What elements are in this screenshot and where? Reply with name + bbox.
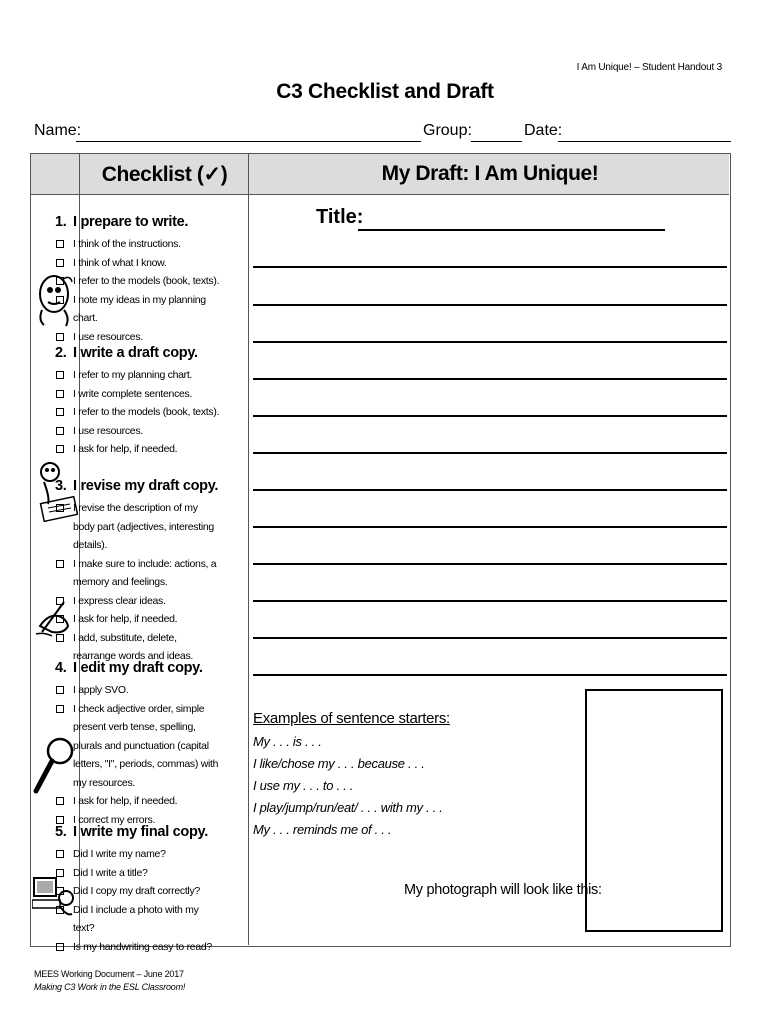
draft-writing-line[interactable] — [253, 266, 727, 268]
checkbox[interactable] — [56, 869, 64, 877]
footer-line-1: MEES Working Document – June 2017 — [34, 969, 184, 979]
checkbox[interactable] — [56, 445, 64, 453]
checkbox[interactable] — [56, 906, 64, 914]
checklist-item[interactable]: I refer to the models (book, texts). — [55, 403, 220, 422]
date-field[interactable] — [558, 141, 731, 142]
checklist-item[interactable]: I think of what I know. — [55, 254, 220, 273]
step-number: 2. — [55, 345, 67, 361]
checkbox[interactable] — [56, 296, 64, 304]
checklist-item[interactable]: Did I copy my draft correctly? — [55, 882, 220, 901]
step-title: I edit my draft copy. — [73, 660, 203, 676]
checkbox[interactable] — [56, 504, 64, 512]
checklist-step-1 — [55, 214, 220, 346]
checklist-item[interactable]: Did I write my name? — [55, 845, 220, 864]
sentence-starter: My . . . is . . . — [253, 734, 322, 749]
checkbox[interactable] — [56, 390, 64, 398]
checkbox[interactable] — [56, 887, 64, 895]
draft-title-field[interactable] — [358, 229, 665, 231]
step-number: 5. — [55, 824, 67, 840]
name-field[interactable] — [76, 141, 421, 142]
draft-header: My Draft: I Am Unique! — [381, 162, 599, 185]
checklist-item[interactable]: I express clear ideas. — [55, 592, 220, 611]
checklist-item[interactable]: I revise the description of my body part (adjectives, interesting details). — [55, 499, 220, 555]
checkbox[interactable] — [56, 615, 64, 623]
draft-column-divider — [248, 154, 249, 945]
checklist-item[interactable]: I ask for help, if needed. — [55, 440, 220, 459]
checklist-item[interactable]: Did I include a photo with my text? — [55, 901, 220, 938]
checklist-item[interactable]: I add, substitute, delete, rearrange words and ideas. — [55, 629, 220, 666]
draft-title-label: Title: — [316, 206, 364, 228]
checklist-item[interactable]: I refer to the models (book, texts). — [55, 272, 220, 291]
checklist-item[interactable]: I note my ideas in my planning chart. — [55, 291, 220, 328]
draft-writing-line[interactable] — [253, 526, 727, 528]
checklist-item[interactable]: I apply SVO. — [55, 681, 220, 700]
checkbox[interactable] — [56, 277, 64, 285]
sentence-starters — [253, 710, 583, 841]
step-title: I write a draft copy. — [73, 345, 198, 361]
checklist-item[interactable]: I use resources. — [55, 422, 220, 441]
checkbox[interactable] — [56, 634, 64, 642]
name-label: Name: — [34, 122, 82, 139]
checklist-item[interactable]: I write complete sentences. — [55, 385, 220, 404]
step-number: 1. — [55, 214, 67, 230]
step-title: I write my final copy. — [73, 824, 208, 840]
checkbox[interactable] — [56, 816, 64, 824]
checklist-item[interactable]: I check adjective order, simple present verb tense, spelling, plurals and punctuation (capital letters, "I", periods, commas) with my resources. — [55, 700, 220, 793]
sentence-starter: I like/chose my . . . because . . . — [253, 756, 425, 771]
checkbox[interactable] — [56, 597, 64, 605]
checklist-header: Checklist (✓) — [101, 163, 228, 186]
draft-writing-line[interactable] — [253, 415, 727, 417]
draft-writing-line[interactable] — [253, 600, 727, 602]
checkbox[interactable] — [56, 686, 64, 694]
page-title: C3 Checklist and Draft — [276, 80, 494, 103]
checkbox[interactable] — [56, 371, 64, 379]
footer-line-2: Making C3 Work in the ESL Classroom! — [34, 982, 186, 992]
step-number: 3. — [55, 478, 67, 494]
photo-box[interactable] — [585, 689, 723, 932]
checkbox[interactable] — [56, 427, 64, 435]
checkbox[interactable] — [56, 797, 64, 805]
draft-writing-line[interactable] — [253, 378, 727, 380]
sentence-starter: I play/jump/run/eat/ . . . with my . . . — [253, 800, 443, 815]
step-number: 4. — [55, 660, 67, 676]
checklist-item[interactable]: I correct my errors. — [55, 811, 220, 830]
checkbox[interactable] — [56, 259, 64, 267]
sentence-starter: My . . . reminds me of . . . — [253, 822, 392, 837]
info-fields-row — [34, 122, 734, 144]
date-label: Date: — [524, 122, 563, 139]
checklist-step-2 — [55, 345, 220, 459]
checkbox[interactable] — [56, 705, 64, 713]
checkbox[interactable] — [56, 943, 64, 951]
checkbox[interactable] — [56, 560, 64, 568]
checkbox[interactable] — [56, 408, 64, 416]
checkbox[interactable] — [56, 240, 64, 248]
draft-writing-line[interactable] — [253, 674, 727, 676]
draft-writing-line[interactable] — [253, 304, 727, 306]
draft-writing-line[interactable] — [253, 341, 727, 343]
step-title: I revise my draft copy. — [73, 478, 219, 494]
sentence-starter: I use my . . . to . . . — [253, 778, 354, 793]
checklist-step-4 — [55, 660, 220, 829]
draft-writing-line[interactable] — [253, 452, 727, 454]
checklist-item[interactable]: I refer to my planning chart. — [55, 366, 220, 385]
footer — [34, 968, 185, 994]
starters-title: Examples of sentence starters: — [253, 710, 450, 727]
checkbox[interactable] — [56, 850, 64, 858]
checklist-item[interactable]: I make sure to include: actions, a memory and feelings. — [55, 555, 220, 592]
group-label: Group: — [423, 122, 472, 139]
photo-label: My photograph will look like this: — [404, 882, 602, 898]
draft-writing-line[interactable] — [253, 637, 727, 639]
group-field[interactable] — [471, 141, 522, 142]
checklist-step-5 — [55, 824, 220, 956]
checkbox[interactable] — [56, 333, 64, 341]
checklist-item[interactable]: I use resources. — [55, 328, 220, 347]
step-title: I prepare to write. — [73, 214, 189, 230]
checklist-item[interactable]: I ask for help, if needed. — [55, 610, 220, 629]
checklist-item[interactable]: Is my handwriting easy to read? — [55, 938, 220, 957]
draft-writing-line[interactable] — [253, 563, 727, 565]
checklist-item[interactable]: Did I write a title? — [55, 864, 220, 883]
handout-label: I Am Unique! – Student Handout 3 — [576, 62, 722, 73]
checklist-item[interactable]: I ask for help, if needed. — [55, 792, 220, 811]
draft-writing-line[interactable] — [253, 489, 727, 491]
checklist-item[interactable]: I think of the instructions. — [55, 235, 220, 254]
checklist-step-3 — [55, 478, 220, 666]
